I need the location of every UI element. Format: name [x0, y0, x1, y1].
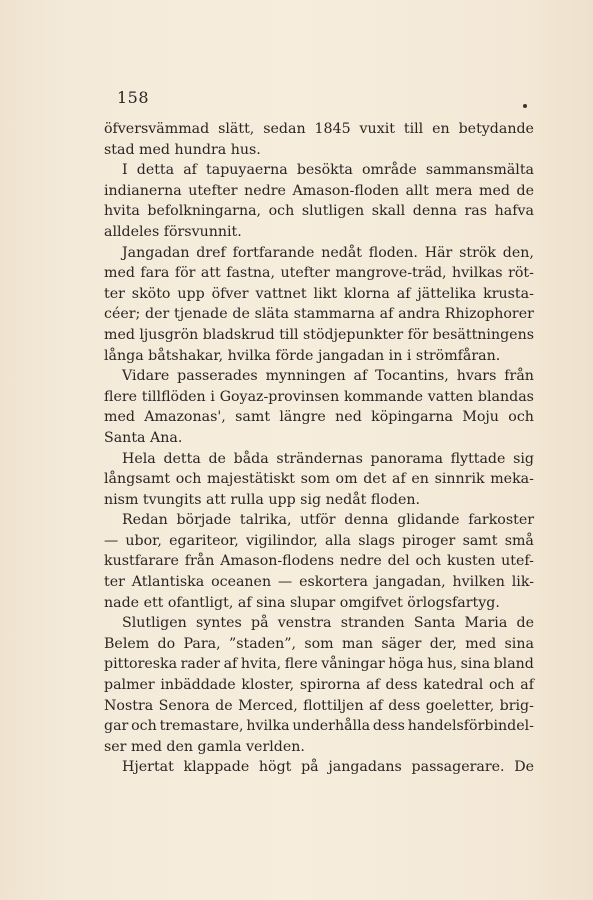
- word: hvilkas: [452, 265, 503, 282]
- word: strändernas: [276, 450, 363, 467]
- text-line: [104, 304, 534, 325]
- word: område: [362, 162, 417, 179]
- word: flere: [104, 388, 138, 405]
- word: andra: [398, 306, 441, 323]
- word: till: [403, 121, 424, 137]
- word: pittoreska: [104, 656, 178, 673]
- word: och: [268, 203, 295, 220]
- word: farkoster: [468, 512, 534, 529]
- word: Hjertat: [122, 759, 174, 776]
- word: sinnrik: [434, 471, 485, 488]
- word: säger: [381, 635, 422, 652]
- word: inbäddade: [160, 677, 236, 694]
- word: ter: [104, 574, 125, 591]
- text-line: [104, 654, 534, 675]
- word: sammansmälta: [425, 162, 534, 179]
- word: hvita: [104, 203, 140, 220]
- text-line: alldeles försvunnit.: [104, 223, 242, 240]
- word: på: [250, 615, 269, 632]
- text-line: nade ett ofantligt, af sina slupar omgifvet örlogsfartyg.: [104, 594, 500, 611]
- word: hvilka: [246, 718, 290, 735]
- word: passagerare.: [411, 759, 505, 776]
- word: sedan: [263, 121, 306, 137]
- word: der: [145, 306, 170, 323]
- word: flottiljen: [303, 697, 364, 714]
- text-line: [104, 284, 534, 305]
- word: af: [183, 162, 197, 179]
- word: slutligen: [301, 203, 365, 220]
- text-line: [104, 675, 534, 696]
- word: katedral: [423, 677, 484, 694]
- text-line: [104, 366, 534, 387]
- word: öfversvämmad: [104, 121, 210, 137]
- word: samt: [235, 409, 271, 426]
- text-line: [104, 634, 534, 655]
- word: öfver: [211, 285, 249, 302]
- word: 1845: [314, 121, 351, 137]
- text-line: ser med den gamla verlden.: [104, 738, 305, 755]
- word: på: [301, 759, 319, 776]
- word: handelsförbindel-: [407, 718, 534, 735]
- word: kustfarare: [104, 553, 179, 570]
- word: hus,: [427, 656, 458, 673]
- text-line: långa båtshakar, hvilka förde jangadan in i strömfåran.: [104, 347, 501, 364]
- word: med: [104, 265, 135, 282]
- text-line: [104, 757, 534, 778]
- word: och: [131, 718, 157, 735]
- word: vatten: [427, 388, 474, 405]
- word: betydande: [458, 121, 534, 137]
- word: —: [104, 532, 119, 549]
- word: små: [504, 532, 534, 549]
- word: af: [392, 471, 406, 488]
- word: stödjepunkter: [302, 326, 404, 343]
- word: del: [387, 553, 410, 570]
- word: egariteor,: [169, 532, 239, 549]
- word: rader: [180, 656, 221, 673]
- word: fortfarande: [232, 244, 315, 261]
- word: Slutligen: [122, 615, 187, 632]
- word: nedåt: [321, 244, 362, 261]
- word: hafva: [494, 203, 534, 220]
- word: upp: [177, 285, 205, 302]
- text-line: [104, 243, 534, 264]
- word: talrika,: [239, 512, 292, 529]
- word: Maria: [464, 615, 508, 632]
- word: do: [157, 635, 176, 652]
- word: och: [175, 471, 202, 488]
- word: kusten: [447, 553, 496, 570]
- word: kommande: [343, 388, 424, 405]
- word: utef-: [501, 553, 534, 570]
- word: med: [104, 409, 135, 426]
- word: spirorna: [299, 677, 361, 694]
- word: gar: [104, 718, 129, 735]
- word: ter: [104, 285, 125, 302]
- word: det: [363, 471, 387, 488]
- word: jangadan,: [374, 574, 446, 591]
- text-line: nism tvungits att rulla upp sig nedåt floden.: [104, 491, 420, 508]
- word: I: [122, 162, 128, 179]
- word: flyttade: [450, 450, 506, 467]
- word: de: [516, 615, 534, 632]
- word: Rhizophorer: [444, 306, 534, 323]
- word: palmer: [104, 677, 155, 694]
- word: tjenade: [174, 306, 228, 323]
- word: glidande: [397, 512, 460, 529]
- word: sina: [460, 656, 491, 673]
- text-line: [104, 572, 534, 593]
- text-line: [104, 510, 534, 531]
- word: långsamt: [104, 471, 171, 488]
- text-line: [104, 325, 534, 346]
- word: jättelika: [417, 285, 477, 302]
- word: majestätiskt: [207, 471, 295, 488]
- word: den,: [502, 244, 534, 261]
- page-number: 158: [117, 88, 150, 107]
- word: Jangadan: [122, 244, 190, 261]
- word: vigilindor,: [246, 532, 318, 549]
- word: slags: [358, 532, 395, 549]
- word: denna: [412, 203, 457, 220]
- word: goeletter,: [425, 697, 495, 714]
- text-line: [104, 696, 534, 717]
- word: nedre: [244, 182, 286, 199]
- word: utefter: [280, 265, 330, 282]
- word: strök: [459, 244, 497, 261]
- word: hvars: [456, 368, 497, 385]
- word: utför: [300, 512, 336, 529]
- word: mangrove-träd,: [335, 265, 447, 282]
- word: ”staden”,: [228, 635, 297, 652]
- text-line: [104, 407, 534, 428]
- word: panorama: [370, 450, 443, 467]
- word: tillflöden: [141, 388, 206, 405]
- word: brig-: [499, 697, 534, 714]
- word: båda: [233, 450, 269, 467]
- text-line: [104, 531, 534, 552]
- word: en: [432, 121, 450, 137]
- word: blandas: [477, 388, 534, 405]
- word: vattnet: [255, 285, 307, 302]
- word: hvita,: [240, 656, 282, 673]
- word: eskortera: [299, 574, 368, 591]
- word: ned: [335, 409, 362, 426]
- word: med: [104, 326, 135, 343]
- word: Belem: [104, 635, 150, 652]
- word: detta: [163, 450, 201, 467]
- word: klappade: [183, 759, 250, 776]
- word: höga: [388, 656, 424, 673]
- word: med: [479, 182, 510, 199]
- word: man: [341, 635, 374, 652]
- word: céer;: [104, 306, 141, 323]
- word: som: [300, 471, 330, 488]
- word: —: [277, 574, 293, 591]
- word: och: [488, 677, 515, 694]
- word: befolkningarna,: [147, 203, 262, 220]
- text-line: [104, 469, 534, 490]
- word: Redan: [122, 512, 168, 529]
- word: dess: [385, 677, 418, 694]
- word: dess: [388, 697, 421, 714]
- word: floden.: [368, 244, 418, 261]
- word: utefter: [188, 182, 238, 199]
- word: oceanen: [211, 574, 272, 591]
- word: flere: [284, 656, 318, 673]
- word: sina: [504, 635, 534, 652]
- text-line: [104, 613, 534, 634]
- word: besökta: [296, 162, 353, 179]
- word: ljusgrön: [139, 326, 199, 343]
- text-line: [104, 387, 534, 408]
- word: tapuyaerna: [206, 162, 288, 179]
- word: till: [279, 326, 299, 343]
- word: Tocantins,: [375, 368, 449, 385]
- word: af: [520, 677, 534, 694]
- word: mynningen: [265, 368, 346, 385]
- word: samt: [462, 532, 498, 549]
- text-line: Santa Ana.: [104, 429, 183, 446]
- text-line: stad med hundra hus.: [104, 141, 261, 158]
- word: Amazonas',: [144, 409, 226, 426]
- word: af: [353, 368, 368, 385]
- text-line: [104, 716, 534, 737]
- word: högt: [258, 759, 292, 776]
- word: att: [200, 265, 221, 282]
- word: stammarna: [293, 306, 375, 323]
- text-line: [104, 263, 534, 284]
- word: underhålla: [292, 718, 371, 735]
- word: syntes: [195, 615, 242, 632]
- word: Amason-floden: [292, 182, 400, 199]
- word: de: [232, 306, 250, 323]
- word: af: [396, 285, 411, 302]
- word: Senora: [158, 697, 210, 714]
- word: skall: [371, 203, 406, 220]
- word: allt: [405, 182, 429, 199]
- word: hvilken: [452, 574, 505, 591]
- word: dref: [196, 244, 226, 261]
- word: fara: [140, 265, 170, 282]
- word: för: [174, 265, 196, 282]
- word: de: [208, 450, 226, 467]
- word: vuxit: [359, 121, 395, 137]
- word: krusta-: [483, 285, 534, 302]
- word: mera: [435, 182, 473, 199]
- word: och: [508, 409, 534, 426]
- word: stranden: [340, 615, 405, 632]
- word: af: [223, 656, 238, 673]
- word: köpingarna: [371, 409, 453, 426]
- word: från: [504, 368, 534, 385]
- word: sig: [513, 450, 534, 467]
- word: indianerna: [104, 182, 182, 199]
- word: för: [407, 326, 429, 343]
- word: af: [369, 697, 383, 714]
- word: röt-: [508, 265, 534, 282]
- word: om: [335, 471, 358, 488]
- word: Merced,: [238, 697, 298, 714]
- word: började: [176, 512, 232, 529]
- word: sköto: [131, 285, 171, 302]
- word: släta: [254, 306, 290, 323]
- word: lik-: [511, 574, 534, 591]
- word: i: [210, 388, 215, 405]
- word: denna: [344, 512, 389, 529]
- word: Para,: [183, 635, 221, 652]
- word: likt: [313, 285, 337, 302]
- text-line: [104, 119, 534, 140]
- word: Santa: [413, 615, 456, 632]
- body-text: [104, 119, 534, 778]
- word: meka-: [490, 471, 534, 488]
- word: passerades: [177, 368, 258, 385]
- word: Hela: [122, 450, 156, 467]
- word: Vidare: [122, 368, 170, 385]
- word: kloster,: [241, 677, 295, 694]
- word: ras: [464, 203, 488, 220]
- word: af: [366, 677, 380, 694]
- text-line: [104, 551, 534, 572]
- word: Amason-flodens: [220, 553, 335, 570]
- word: fastna,: [226, 265, 276, 282]
- word: Här: [424, 244, 453, 261]
- word: jangadans: [328, 759, 402, 776]
- word: klorna: [343, 285, 390, 302]
- word: piroger: [402, 532, 456, 549]
- word: från: [184, 553, 215, 570]
- word: längre: [279, 409, 326, 426]
- word: bland: [493, 656, 534, 673]
- word: venstra: [277, 615, 332, 632]
- word: detta: [136, 162, 175, 179]
- word: en: [411, 471, 429, 488]
- word: af: [379, 306, 394, 323]
- word: Atlantiska: [131, 574, 205, 591]
- word: de: [516, 182, 534, 199]
- word: som: [304, 635, 334, 652]
- text-line: [104, 201, 534, 222]
- word: De: [514, 759, 534, 776]
- word: slätt,: [218, 121, 255, 137]
- word: dess: [372, 718, 405, 735]
- ink-speck: [523, 104, 527, 108]
- word: och: [415, 553, 442, 570]
- text-line: [104, 181, 534, 202]
- word: Goyaz-provinsen: [219, 388, 340, 405]
- text-line: [104, 449, 534, 470]
- word: Nostra: [104, 697, 154, 714]
- word: våningar: [321, 656, 385, 673]
- word: der,: [429, 635, 457, 652]
- word: bladskrud: [202, 326, 275, 343]
- word: med: [465, 635, 497, 652]
- word: de: [215, 697, 233, 714]
- text-line: [104, 160, 534, 181]
- word: besättningens: [432, 326, 534, 343]
- word: tremastare,: [159, 718, 244, 735]
- word: ubor,: [125, 532, 162, 549]
- word: alla: [325, 532, 352, 549]
- word: nedre: [339, 553, 382, 570]
- word: Moju: [462, 409, 499, 426]
